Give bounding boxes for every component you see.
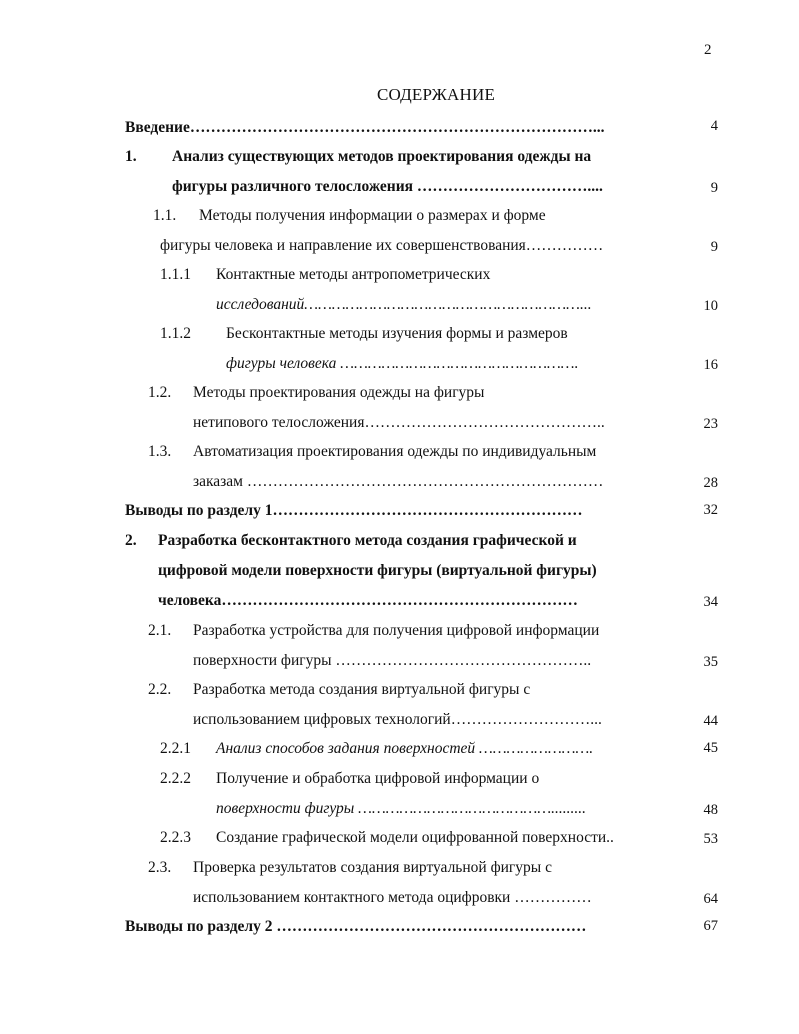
toc-entry-page: 45 [703, 740, 718, 756]
toc-entry-page: 34 [703, 594, 718, 610]
toc-entry-text: исследований……………………………………………………... [216, 296, 592, 313]
toc-entry-page: 10 [703, 298, 718, 314]
toc-entry-number: 2.1. [148, 622, 172, 639]
toc-entry-page: 48 [703, 802, 718, 818]
toc-entry-introduction [125, 118, 604, 138]
toc-entry-text: Выводы по разделу 2 …………………………………………………… [125, 918, 587, 935]
toc-entry-number: 2.2.2 [160, 770, 191, 787]
toc-entry-number: 2. [125, 532, 137, 549]
toc-entry-text: использованием цифровых технологий………………………... [193, 711, 602, 728]
toc-entry-number: 2.2. [148, 681, 172, 698]
toc-entry-text: использованием контактного метода оцифровки …………… [193, 889, 592, 906]
toc-entry-text: цифровой модели поверхности фигуры (виртуальной фигуры) [158, 562, 597, 579]
toc-entry-text: Бесконтактные методы изучения формы и размеров [226, 325, 568, 342]
toc-entry-text: фигуры различного телосложения …………………………….... [172, 178, 603, 195]
toc-entry-text: Анализ существующих методов проектирования одежды на [172, 148, 592, 165]
toc-entry-page: 53 [703, 831, 718, 847]
toc-entry-text: Контактные методы антропометрических [216, 266, 491, 283]
toc-title: СОДЕРЖАНИЕ [376, 85, 496, 104]
toc-entry-text: Разработка устройства для получения цифровой информации [193, 622, 600, 639]
toc-entry-number: 1.3. [148, 443, 172, 460]
toc-entry-page: 35 [703, 654, 718, 670]
toc-entry-text: заказам …………………………………………………………… [193, 473, 604, 490]
toc-entry-number: 1.1.1 [160, 266, 191, 283]
toc-entry-text: поверхности фигуры ……………………………………......... [216, 800, 586, 817]
toc-entry-text: Методы получения информации о размерах и форме [199, 207, 546, 224]
toc-entry-text: Получение и обработка цифровой информации о [216, 770, 540, 787]
toc-entry-number: 2.3. [148, 859, 172, 876]
toc-entry-text: Создание графической модели оцифрованной поверхности.. [216, 829, 614, 846]
toc-entry-number: 1. [125, 148, 137, 165]
toc-entry-page: 67 [703, 918, 718, 934]
toc-entry-text: Разработка метода создания виртуальной фигуры с [193, 681, 531, 698]
toc-entry-text: Методы проектирования одежды на фигуры [193, 384, 485, 401]
toc-entry-text: Выводы по разделу 1…………………………………………………… [125, 502, 583, 519]
toc-entry-text: Разработка бесконтактного метода создания графической и [158, 532, 577, 549]
toc-entry-text: фигуры человека ……………………………………………. [226, 355, 579, 372]
toc-entry-page: 44 [703, 713, 718, 729]
toc-entry-page: 9 [710, 180, 718, 196]
toc-entry-page: 16 [703, 357, 718, 373]
toc-entry-text: Введение……………………………………………………………………... [125, 119, 605, 136]
toc-entry-number: 1.1.2 [160, 325, 191, 342]
toc-entry-text: нетипового телосложения……………………………………….. [193, 414, 605, 431]
toc-entry-number: 2.2.3 [160, 829, 191, 846]
toc-entry-page: 32 [703, 502, 718, 518]
toc-entry-page: 4 [710, 118, 718, 134]
toc-entry-page: 9 [710, 239, 718, 255]
toc-entry-page: 64 [703, 891, 718, 907]
toc-entry-page: 23 [703, 416, 718, 432]
toc-entry-page: 28 [703, 475, 718, 491]
toc-entry-number: 1.2. [148, 384, 172, 401]
toc-entry-number: 1.1. [153, 207, 177, 224]
toc-entry-text: Автоматизация проектирования одежды по индивидуальным [193, 443, 597, 460]
page-number: 2 [704, 42, 712, 58]
toc-entry-text: Анализ способов задания поверхностей ……………………. [216, 740, 594, 757]
toc-entry-text: Проверка результатов создания виртуальной фигуры с [193, 859, 552, 876]
toc-entry-number: 2.2.1 [160, 740, 191, 757]
toc-entry-text: человека…………………………………………………………… [158, 592, 578, 609]
toc-entry-text: поверхности фигуры ………………………………………….. [193, 652, 592, 669]
toc-entry-text: фигуры человека и направление их совершенствования…………… [160, 237, 604, 254]
